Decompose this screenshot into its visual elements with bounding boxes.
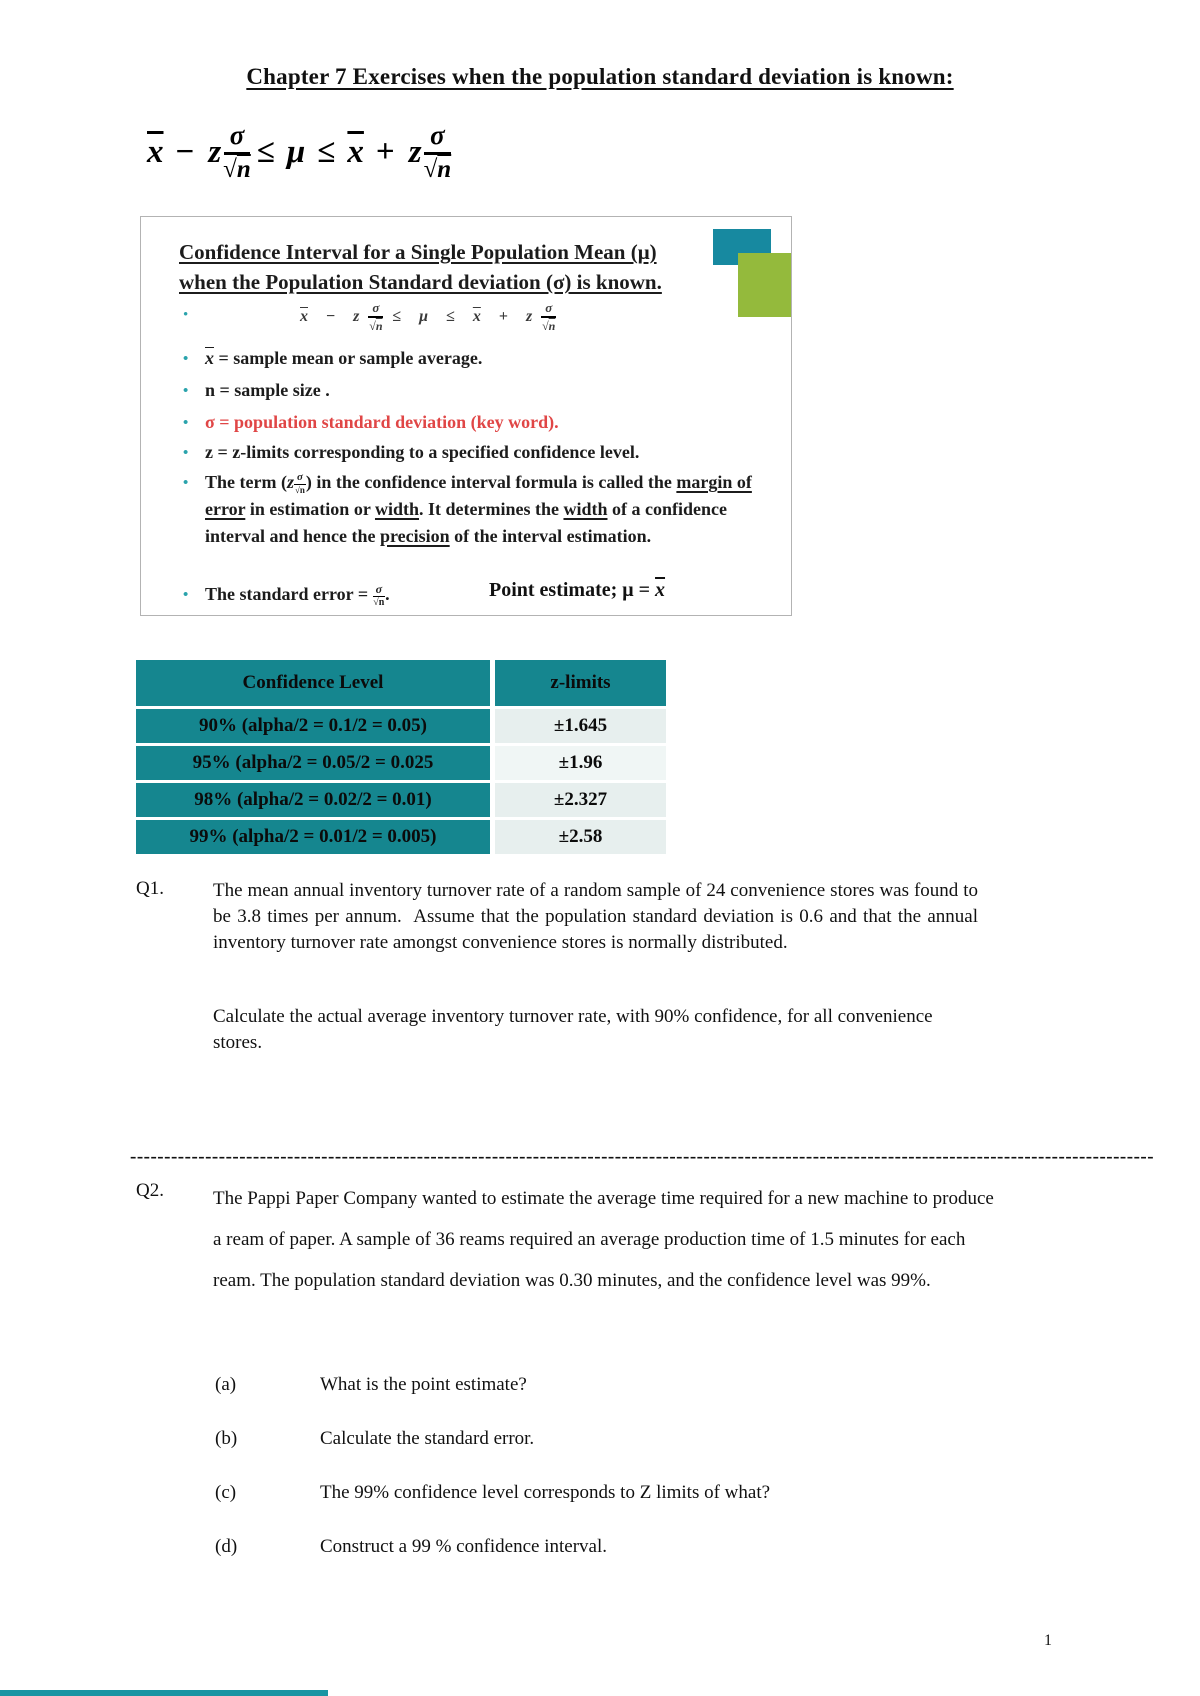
q1-paragraph2: Calculate the actual average inventory turnover rate, with 90% confidence, for all convenience stores. — [213, 1006, 933, 1053]
q2-item-a — [215, 1374, 527, 1396]
formula-token-sqrt-n — [369, 318, 382, 332]
xbar-symbol: $\overline{x}$ — [655, 579, 666, 601]
bullet-xbar — [183, 345, 482, 372]
bottom-teal-bar — [0, 1690, 328, 1696]
slide-heading — [179, 237, 791, 297]
formula-token-n: n — [548, 319, 556, 333]
underlined-term: margin of error — [205, 472, 752, 519]
bullet-margin-text: ) in the confidence interval formula is called the — [305, 472, 677, 492]
q2-item-d — [215, 1536, 607, 1558]
point-estimate-label — [489, 579, 665, 602]
confidence-level-cell: 98% (alpha/2 = 0.02/2 = 0.01) — [136, 783, 490, 817]
bullet-margin-text: The term ( — [205, 472, 287, 492]
header-confidence-level: Confidence Level — [136, 660, 490, 706]
formula-token-sqrt-n — [373, 597, 384, 608]
bullet-margin-text: . It determines the — [419, 499, 564, 519]
item-text: Construct a 99 % confidence interval. — [320, 1536, 608, 1557]
underlined-term: precision — [380, 526, 450, 546]
formula-token-z: z — [408, 133, 422, 170]
confidence-level-cell: 90% (alpha/2 = 0.1/2 = 0.05) — [136, 709, 490, 743]
page-title-text: Chapter 7 Exercises when the population standard deviation is known: — [246, 64, 954, 89]
table-row — [136, 746, 666, 780]
item-text: Calculate the standard error. — [320, 1428, 535, 1449]
confidence-level-cell: 99% (alpha/2 = 0.01/2 = 0.005) — [136, 820, 490, 854]
bullet-z — [183, 439, 639, 466]
formula-token-z: z — [525, 307, 533, 325]
q2-item-c — [215, 1482, 770, 1504]
radical-sign: √ — [223, 156, 237, 183]
formula-token-plus: + — [375, 133, 395, 170]
bullet-sigma-text: σ = population standard deviation (key word). — [205, 412, 559, 432]
radical-sign: √ — [294, 485, 300, 496]
formula-token-n: n — [378, 597, 385, 609]
bullet-standard-error — [183, 581, 390, 608]
formula-token-xbar: $\overline{x}$ — [147, 133, 164, 170]
formula-fraction — [541, 301, 556, 332]
slide-heading-line1: Confidence Interval for a Single Population Mean (μ) — [179, 240, 657, 264]
bullet-margin-text: in estimation or — [245, 499, 375, 519]
confidence-interval-formula — [141, 122, 451, 182]
formula-fraction — [373, 583, 385, 608]
q1-label: Q1. — [136, 878, 164, 899]
formula-token-sqrt-n — [542, 318, 555, 332]
formula-token-n: n — [299, 485, 305, 496]
formula-token-sigma: σ — [368, 301, 383, 318]
formula-fraction — [424, 122, 452, 182]
table-row — [136, 783, 666, 817]
formula-token-mu: μ — [286, 133, 306, 170]
q2-label: Q2. — [136, 1180, 164, 1201]
item-text: The 99% confidence level corresponds to Z limits of what? — [320, 1482, 771, 1503]
bullet-margin-text: of the interval estimation. — [449, 526, 652, 546]
formula-token-leq: ≤ — [317, 133, 336, 170]
q2-paragraph: The Pappi Paper Company wanted to estimate the average time required for a new machine to produce a ream of paper. A sample of 36 reams required an average production time of 1.5 minutes for each ream. The population standard deviation was 0.30 minutes, and the confidence level was 99%. — [213, 1188, 994, 1291]
confidence-level-cell: 95% (alpha/2 = 0.05/2 = 0.025 — [136, 746, 490, 780]
formula-token-minus: − — [326, 307, 336, 325]
dashed-separator: ------------------------------------------------------------------------------------------------------------------------------------------------------ — [130, 1146, 1155, 1167]
formula-token-sigma: σ — [541, 301, 556, 318]
slide-heading-line2: when the Population Standard deviation (σ) is known. — [179, 270, 662, 294]
page-number: 1 — [1044, 1632, 1052, 1649]
formula-token-xbar: $\overline{x}$ — [472, 307, 481, 325]
item-label: (d) — [215, 1536, 238, 1557]
underlined-term: width — [374, 499, 419, 519]
formula-token-sigma: σ — [424, 122, 451, 155]
item-label: (b) — [215, 1428, 238, 1449]
q2-item-b — [215, 1428, 534, 1450]
formula-token-mu: μ — [419, 307, 429, 325]
z-limit-cell: ±1.645 — [495, 709, 666, 743]
bullet-dot-icon: • — [183, 307, 189, 323]
formula-token-sigma: σ — [224, 122, 251, 155]
bullet-sigma — [183, 409, 559, 436]
xbar-symbol: $\overline{x}$ — [205, 348, 214, 368]
point-estimate-text: Point estimate; μ = — [489, 579, 656, 601]
formula-token-z: z — [286, 472, 294, 492]
bullet-n-text: n = sample size . — [205, 380, 330, 400]
bullet-margin-of-error — [183, 469, 777, 550]
formula-token-leq: ≤ — [446, 307, 455, 325]
formula-token-z: z — [353, 307, 360, 325]
q1-paragraph: The mean annual inventory turnover rate of a random sample of 24 convenience stores was found to be 3.8 times per annum. Assume that the population standard deviation is 0.6 and that the annual inventory turnover rate amongst convenience stores is normally distributed. — [213, 880, 978, 953]
table-row — [136, 820, 666, 854]
formula-token-sqrt-n — [424, 155, 452, 182]
formula-token-n: n — [437, 156, 452, 183]
bullet-n — [183, 377, 330, 404]
z-limit-cell: ±2.58 — [495, 820, 666, 854]
item-label: (c) — [215, 1482, 237, 1503]
z-limits-table — [136, 660, 666, 857]
radical-sign: √ — [423, 156, 438, 183]
bullet-xbar-text: = sample mean or sample average. — [214, 348, 483, 368]
formula-token-n: n — [375, 319, 383, 333]
formula-token-xbar: $\overline{x}$ — [300, 307, 308, 325]
formula-token-sigma: σ — [294, 472, 306, 485]
formula-fraction — [223, 122, 251, 182]
formula-token-n: n — [236, 156, 251, 183]
radical-sign: √ — [369, 319, 376, 333]
standard-error-text: The standard error = — [205, 584, 373, 604]
standard-error-text: . — [385, 584, 390, 604]
formula-token-sigma: σ — [373, 583, 385, 597]
formula-token-sqrt-n — [223, 155, 251, 182]
bullet-margin-text: of a confidence interval and hence the — [205, 499, 727, 546]
table-header-row — [136, 660, 666, 706]
radical-sign: √ — [542, 319, 549, 333]
z-limit-cell: ±2.327 — [495, 783, 666, 817]
formula-token-leq: ≤ — [392, 307, 402, 325]
item-text: What is the point estimate? — [320, 1374, 527, 1395]
bullet-z-text: z = z-limits corresponding to a specified confidence level. — [205, 442, 640, 462]
formula-token-minus: − — [175, 133, 195, 170]
lecture-slide — [140, 216, 792, 616]
formula-token-z: z — [208, 133, 222, 170]
slide-formula — [291, 301, 556, 332]
formula-token-plus: + — [498, 307, 508, 325]
formula-token-xbar: $\overline{x}$ — [347, 133, 364, 170]
formula-token-sqrt-n — [295, 485, 305, 495]
underlined-term: width — [563, 499, 608, 519]
page-title — [0, 64, 1200, 90]
formula-fraction — [294, 472, 306, 495]
table-row — [136, 709, 666, 743]
item-label: (a) — [215, 1374, 237, 1395]
formula-token-leq: ≤ — [256, 133, 275, 170]
header-z-limits: z-limits — [495, 660, 666, 706]
z-limit-cell: ±1.96 — [495, 746, 666, 780]
formula-fraction — [368, 301, 383, 332]
radical-sign: √ — [373, 597, 379, 609]
